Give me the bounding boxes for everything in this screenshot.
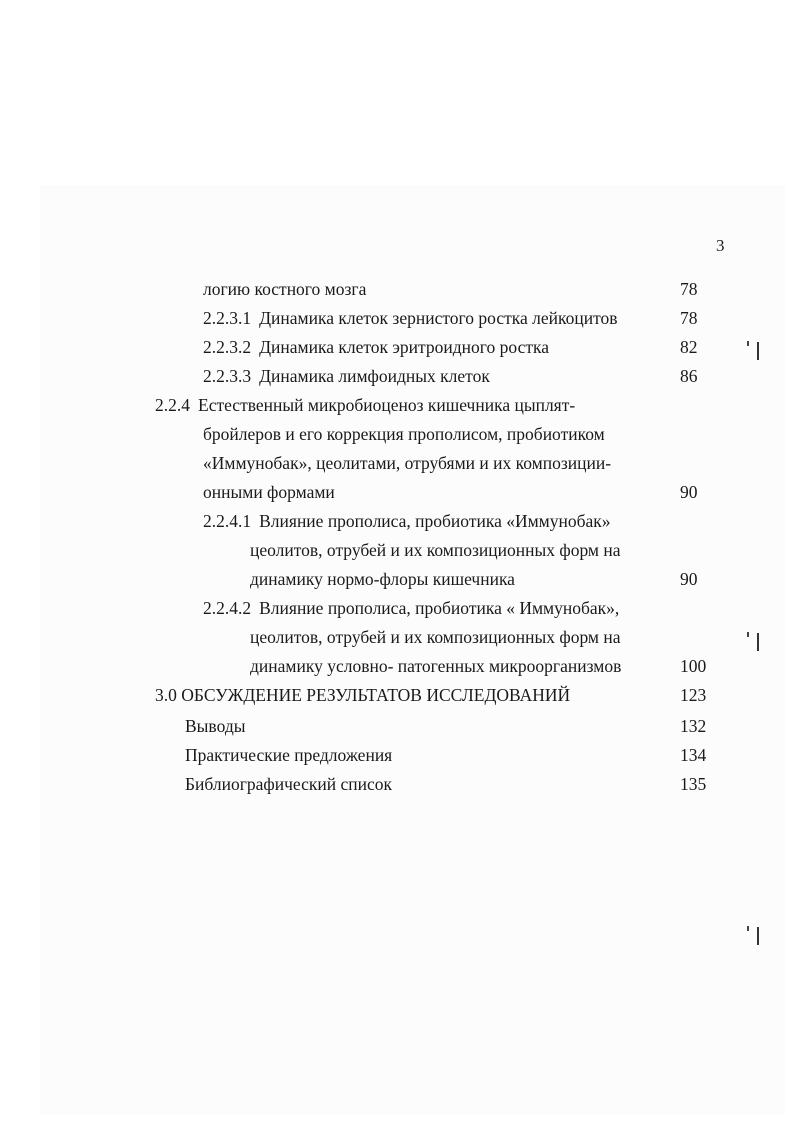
- section-title: Естественный микробиоценоз кишечника цыплят-: [198, 395, 576, 415]
- scan-mark: [747, 926, 749, 931]
- toc-entry-page: 82: [680, 337, 698, 357]
- section-title: Динамика клеток зернистого ростка лейкоцитов: [259, 308, 618, 328]
- toc-entry-2-2-3-3: [203, 365, 490, 387]
- section-title: Влияние прополиса, пробиотика «Иммунобак»: [259, 511, 611, 531]
- toc-entry-page: 86: [680, 366, 698, 386]
- toc-entry-2-2-4-1: [203, 510, 611, 532]
- scan-mark: [747, 632, 749, 637]
- section-number: 2.2.4.1: [203, 511, 252, 531]
- toc-entry-2-2-3-1: [203, 307, 618, 329]
- section-number: 3.0: [155, 685, 177, 705]
- toc-entry-continuation: динамику условно- патогенных микроорганизмов: [250, 656, 622, 676]
- toc-entry-page: 134: [680, 745, 707, 765]
- toc-entry-conclusions: Выводы: [185, 716, 246, 736]
- toc-entry-continuation: «Иммунобак», цеолитами, отрубями и их композиции-: [203, 453, 612, 473]
- toc-entry-page: 135: [680, 774, 707, 794]
- section-number: 2.2.4.2: [203, 598, 252, 618]
- toc-entry-2-2-4-2: [203, 597, 619, 619]
- toc-entry-continuation: динамику нормо-флоры кишечника: [250, 569, 515, 589]
- toc-entry-continuation: бройлеров и его коррекция прополисом, пробиотиком: [203, 424, 605, 444]
- toc-entry-2-2-3-2: [203, 336, 549, 358]
- toc-entry-3-0: [155, 684, 570, 706]
- section-title: Динамика клеток эритроидного ростка: [259, 337, 550, 357]
- toc-entry-page: 132: [680, 716, 707, 736]
- toc-entry-continuation: цеолитов, отрубей и их композиционных форм на: [250, 540, 621, 560]
- toc-entry-page: 78: [680, 279, 698, 299]
- toc-entry-continuation: цеолитов, отрубей и их композиционных форм на: [250, 627, 621, 647]
- toc-entry-page: 100: [680, 656, 707, 676]
- section-title: Влияние прополиса, пробиотика « Иммунобак»,: [259, 598, 620, 618]
- section-number: 2.2.3.1: [203, 308, 252, 328]
- toc-entry-bibliography: Библиографический список: [185, 774, 393, 794]
- section-title: Динамика лимфоидных клеток: [259, 366, 490, 386]
- toc-entry-continuation: онными формами: [203, 482, 335, 502]
- scan-mark: [757, 927, 759, 945]
- page-number: 3: [716, 236, 725, 255]
- toc-entry-text: логию костного мозга: [203, 279, 367, 299]
- scan-mark: [757, 342, 759, 360]
- toc-entry-page: 123: [680, 685, 707, 705]
- section-number: 2.2.4: [155, 395, 190, 415]
- scan-mark: [747, 341, 749, 346]
- toc-entry-2-2-4: [155, 394, 575, 416]
- toc-entry-page: 90: [680, 482, 698, 502]
- toc-entry-page: 90: [680, 569, 698, 589]
- scan-mark: [757, 633, 759, 651]
- section-number: 2.2.3.2: [203, 337, 252, 357]
- toc-entry-recommendations: Практические предложения: [185, 745, 393, 765]
- toc-entry-page: 78: [680, 308, 698, 328]
- section-title: ОБСУЖДЕНИЕ РЕЗУЛЬТАТОВ ИССЛЕДОВАНИЙ: [181, 685, 571, 705]
- section-number: 2.2.3.3: [203, 366, 252, 386]
